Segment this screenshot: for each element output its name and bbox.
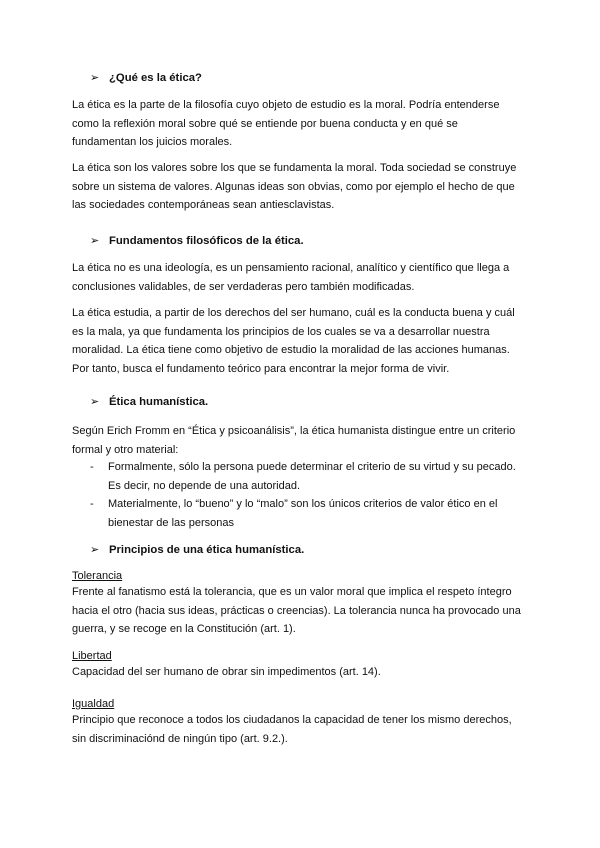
dash-bullet-icon: - xyxy=(90,498,94,510)
dash-list xyxy=(90,458,530,532)
list-item: - Formalmente, sólo la persona puede determinar el criterio de su virtud y su pecado. Es decir, no depende de una autoridad. xyxy=(90,458,530,495)
paragraph: Según Erich Fromm en “Ética y psicoanálisis”, la ética humanista distingue entre un criterio formal y otro material: xyxy=(72,425,516,456)
dash-bullet-icon: - xyxy=(90,461,94,473)
arrow-bullet-icon: ➢ xyxy=(90,544,100,556)
paragraph: La ética es la parte de la filosofía cuyo objeto de estudio es la moral. Podría entenderse como la reflexión moral sobre qué se entiende por buena conducta y en qué se fundamentan los juicios morales. xyxy=(72,99,500,148)
arrow-bullet-icon: ➢ xyxy=(90,72,100,84)
subheading-libertad: Libertad xyxy=(72,650,112,662)
paragraph: La ética no es una ideología, es un pensamiento racional, analítico y científico que llega a conclusiones validables, de ser verdaderas pero también modificadas. xyxy=(72,262,510,293)
paragraph: Capacidad del ser humano de obrar sin impedimentos (art. 14). xyxy=(72,666,381,678)
paragraph: La ética son los valores sobre los que se fundamenta la moral. Toda sociedad se construye sobre un sistema de valores. Algunas ideas son obvias, como por ejemplo el hecho de que las sociedades contemporáneas sean antiesclavistas. xyxy=(72,162,517,211)
paragraph: Frente al fanatismo está la tolerancia, que es un valor moral que implica el respeto íntegro hacia el otro (hacia sus ideas, prácticas o creencias). La tolerancia nunca ha provocado una guerra, y se recoge en la Constitución (art. 1). xyxy=(72,586,521,635)
arrow-bullet-icon: ➢ xyxy=(90,235,100,247)
heading-que-es-la-etica: ➢ ¿Qué es la ética? xyxy=(90,72,202,84)
list-item: - Materialmente, lo “bueno” y lo “malo” son los únicos criterios de valor ético en el bienestar de las personas xyxy=(90,495,530,532)
heading-fundamentos: ➢ Fundamentos filosóficos de la ética. xyxy=(90,235,304,247)
paragraph: La ética estudia, a partir de los derechos del ser humano, cuál es la conducta buena y cuál es la mala, ya que fundamenta los principios de los cuales se va a desarrollar nuestra moralidad. La ética tiene como objetivo de estudio la moralidad de las acciones humanas. Por tanto, busca el fundamento teórico para encontrar la mejor forma de vivir. xyxy=(72,307,515,375)
arrow-bullet-icon: ➢ xyxy=(90,396,100,408)
subheading-igualdad: Igualdad xyxy=(72,698,115,710)
paragraph: Principio que reconoce a todos los ciudadanos la capacidad de tener los mismo derechos, sin discriminaciónd de ningún tipo (art. 9.2.). xyxy=(72,714,512,745)
heading-principios: ➢ Principios de una ética humanística. xyxy=(90,544,305,556)
subheading-tolerancia: Tolerancia xyxy=(72,570,123,582)
heading-etica-humanistica: ➢ Ética humanística. xyxy=(90,396,209,408)
